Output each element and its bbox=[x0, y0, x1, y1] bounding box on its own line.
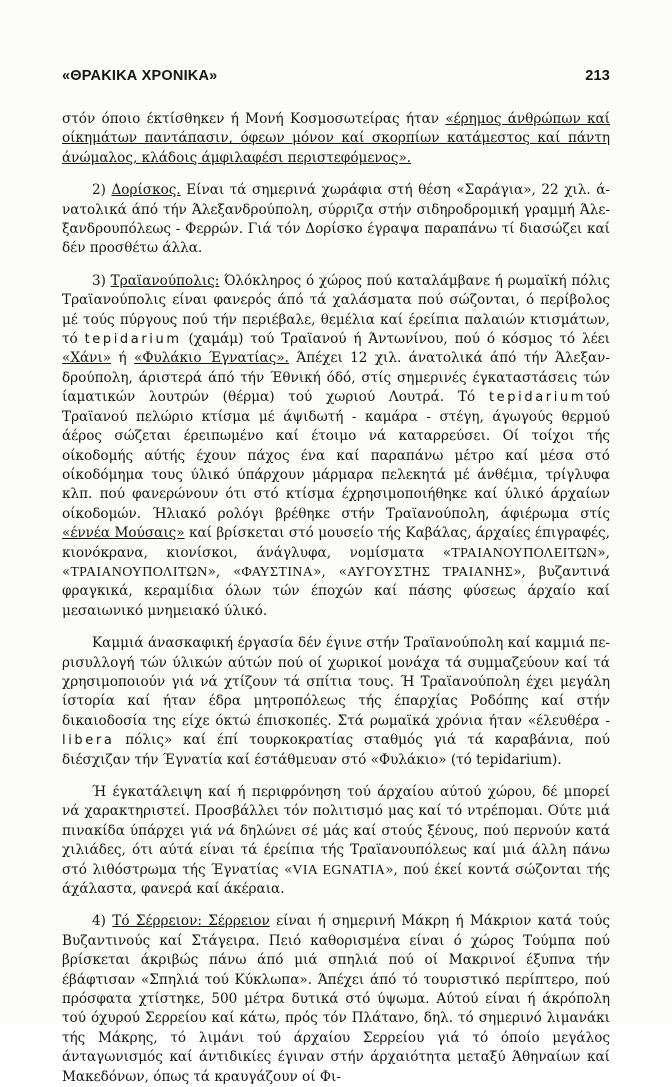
text-run: », « bbox=[207, 563, 242, 580]
place-name-serreion: Τό Σέρρειον: Σέρρειον bbox=[112, 913, 270, 930]
coin-inscription: ΑΥΓΟΥΣΤΗΣ ΤΡΑΙΑΝΗΣ bbox=[347, 564, 514, 580]
text-run: Είναι τά σημερινά χωράφια στή θέση «Σαράγια», 22 χιλ. άνατολικά άπό τήν Άλεξανδρούπολη, σύρριζα στήν σιδηροδρομική γραμμή Άλεξανδρουπόλεως - Φερρών. Γιά τόν Δορίσκο έγραψα παραπάνω τί διασώζει καί δέν προσθέτω άλλα. bbox=[62, 182, 610, 257]
paragraph-excavation bbox=[62, 634, 610, 770]
text-run: Όλόκληρος ό χώρος πού καταλάμβανε ή ρωμαϊκή πόλις Τραϊανούπολις είναι φανερός άπό τά χαλάσματα πού σώζονται, ό περίβολος μέ τούς πύργους πού τήν περιέβαλε, θεμέλια καί έρείπια παλαιών κτισμάτων, τό bbox=[62, 272, 611, 348]
page-number: 213 bbox=[585, 68, 610, 84]
paragraph-continuation bbox=[62, 110, 610, 168]
place-name-doriskos: Δορίσκος. bbox=[111, 182, 181, 199]
text-run: καί βρίσκεται στό μουσείο τής Καβάλας, άρχαίες έπιγραφές, κιονόκρανα, κιονίσκοι, άνάγλυφα, νομίσματα « bbox=[62, 525, 610, 561]
latin-via-egnatia: VIA EGNATIA bbox=[292, 862, 386, 878]
item-number: 3) bbox=[92, 272, 111, 289]
text-run: », πού έκεί κοντά σώζονται τής άχάλαστα, φανερά καί άκέραια. bbox=[62, 861, 610, 898]
text-run: », « bbox=[62, 544, 610, 580]
page-body bbox=[62, 110, 610, 1087]
item-number: 4) bbox=[92, 913, 113, 930]
item-number: 2) bbox=[92, 182, 112, 199]
text-run: (χαμάμ) τού Τραϊανού ή Άντωνίνου, πού ό κόσμος τό λέει bbox=[181, 331, 610, 348]
coin-inscription: ΦΑΥΣΤΙΝΑ bbox=[241, 564, 314, 580]
latin-term-tepidarium: tepidarium bbox=[84, 332, 182, 348]
coin-inscription: ΤΡΑΙΑΝΟΥΠΟΛΕΙΤΩΝ bbox=[451, 545, 598, 561]
paragraph-serreion bbox=[62, 912, 610, 1087]
paragraph-traianoupolis bbox=[62, 272, 610, 621]
text-run: πόλις» καί έπί τουρκοκρατίας σταθμός γιά τά καραβάνια, πού διέσχιζαν τήν Έγνατία καί έστάθμευαν στό «Φυλάκιο» (τό tepidarium). bbox=[62, 732, 610, 768]
place-name-traianoupolis: Τραϊανούπολις: bbox=[110, 272, 220, 289]
text-run: είναι ή σημερινή Μάκρη ή Μάκριον κατά τούς Βυζαντινούς καί Στάγειρα. Πειό καθορισμένα είναι ό χώρος Τούμπα πού βρίσκεται άκριβώς πάνω άπό μιά σπηλιά πού οί Μακρινοί έξυπνα τήν έβάφτισαν «Σπηλιά τού Κύκλωπα». Άπέχει άπό τό τουριστικό περίπτερο, πού πρόσφατα χτίστηκε, 500 μέτρα δυτικά στό ύψωμα. Αύτού είναι ή άκρόπολη τού όχυρού Σερρείου καί κάτω, πρός τόν Πλάτανο, δηλ. τό σημερινό λιμανάκι τής Μάκρης, τό λιμάνι τού άρχαίου Σερρείου γιά τό όποίο μεγάλος άνταγωνισμός καί άντιδικίες έγιναν στήν άρχαιότητα μεταξύ Άθηναίων καί Μακεδόνων, όπως τά κραυγάζουν οί Φι- bbox=[62, 913, 610, 1085]
paragraph-doriskos bbox=[62, 181, 610, 259]
text-run: στόν όποιο έκτίσθηκεν ή Μονή Κοσμοσωτείρας ήταν bbox=[62, 111, 446, 127]
underlined-name-xani: «Χάνι» bbox=[62, 350, 112, 367]
latin-term-tepidarium: tepidarium bbox=[488, 390, 587, 406]
text-run: Ή έγκατάλειψη καί ή περιφρόνηση τού άρχαίου αύτού χώρου, δέ μπορεί νά χαρακτηριστεί. Προσβάλλει τόν πολιτισμό μας καί τό ντρέπομαι. Ούτε μιά πινακίδα ύπάρχει γιά νά δηλώνει σέ μάς καί στούς ξένους, πού περνούν κατά χιλιάδες, ότι αύτά είναι τά έρείπια τής Τραϊανουπόλεως καί μιά άλλη πάνω στό λιθόστρωμα τής Έγνατίας « bbox=[62, 784, 610, 878]
paragraph-neglect bbox=[62, 783, 610, 899]
underlined-name-mousais: «έννέα Μούσαις» bbox=[62, 525, 185, 542]
text-run: Άπέχει 12 χιλ. άνατολικά άπό τήν Άλεξανδρούπολη, άριστερά άπό τήν Έθνική όδό, στίς σημερινές έγκαταστάσεις τών ίαματικών λουτρών (θέρμα) τού χωριού Λουτρά. Τό bbox=[62, 350, 610, 406]
text-run: Καμμιά άνασκαφική έργασία δέν έγινε στήν Τραϊανούπολη καί καμμιά περισυλλογή τών ύλικών αύτών πού οί χωρικοί μονάχα τά συμμαζεύουν καί τά χρησιμοποιούν γιά νά χτίζουν τά σπίτια τους. Ή Τραϊανούπολη έχει μεγάλη ίστορία καί ήταν έδρα μητροπόλεως τής έπαρχίας Ροδόπης καί στήν δικαιοδοσία της είχε όκτώ έπισκοπές. Στά ρωμαϊκά χρόνια ήταν «έλευθέρα - bbox=[62, 635, 610, 729]
underlined-quote: «έρημος άνθρώπων καί οίκημάτων παντάπασιν, όφεων μόνον καί σκορπίων κατάμεστος καί πάντη άνώμαλος, κλάδοις άμφιλαφέσι περιστεφόμενος». bbox=[62, 111, 611, 166]
latin-term-libera: libera bbox=[62, 733, 115, 749]
running-header bbox=[62, 68, 610, 90]
underlined-name-fylakio: «Φυλάκιο Έγνατίας». bbox=[134, 350, 289, 367]
text-run: τού Τραϊανού πελώριο κτίσμα μέ άψιδωτή - καμάρα - στέγη, άγωγούς θερμού άέρος σώζεται έρειπωμένο καί έτοιμο νά καταρρεύσει. Οί τοίχοι τής οίκοδομής αύτής έχουν πάχος ένα καί παραπάνω μέτρο καί μέσα στό οίκοδόμημα τους ύλικό ύπάρχουν μάρμαρα πελεκητά μέ άνθέμια, τρίγλυφα κλπ. πού φανερώνουν ότι στό κτίσμα έχρησιμοποιήθηκε καί ύλικό άρχαίων οίκοδομών. Ήλιακό ρολόγι βρέθηκε στήν Τραϊανούπολη, άφιέρωμα στίς bbox=[62, 389, 610, 522]
coin-inscription: ΤΡΑΙΑΝΟΥΠΟΛΙΤΩΝ bbox=[70, 564, 208, 580]
text-run: ή bbox=[111, 350, 134, 367]
text-run: », βυζαντινά φραγκικά, κεραμίδια όλων τών έποχών καί πάσης φύσεως άρχαίο καί μεσαιωνικό μνημειακό ύλικό. bbox=[62, 563, 611, 619]
journal-title: «ΘΡΑΚΙΚΑ ΧΡΟΝΙΚΑ» bbox=[62, 68, 218, 84]
text-run: », « bbox=[313, 563, 347, 580]
